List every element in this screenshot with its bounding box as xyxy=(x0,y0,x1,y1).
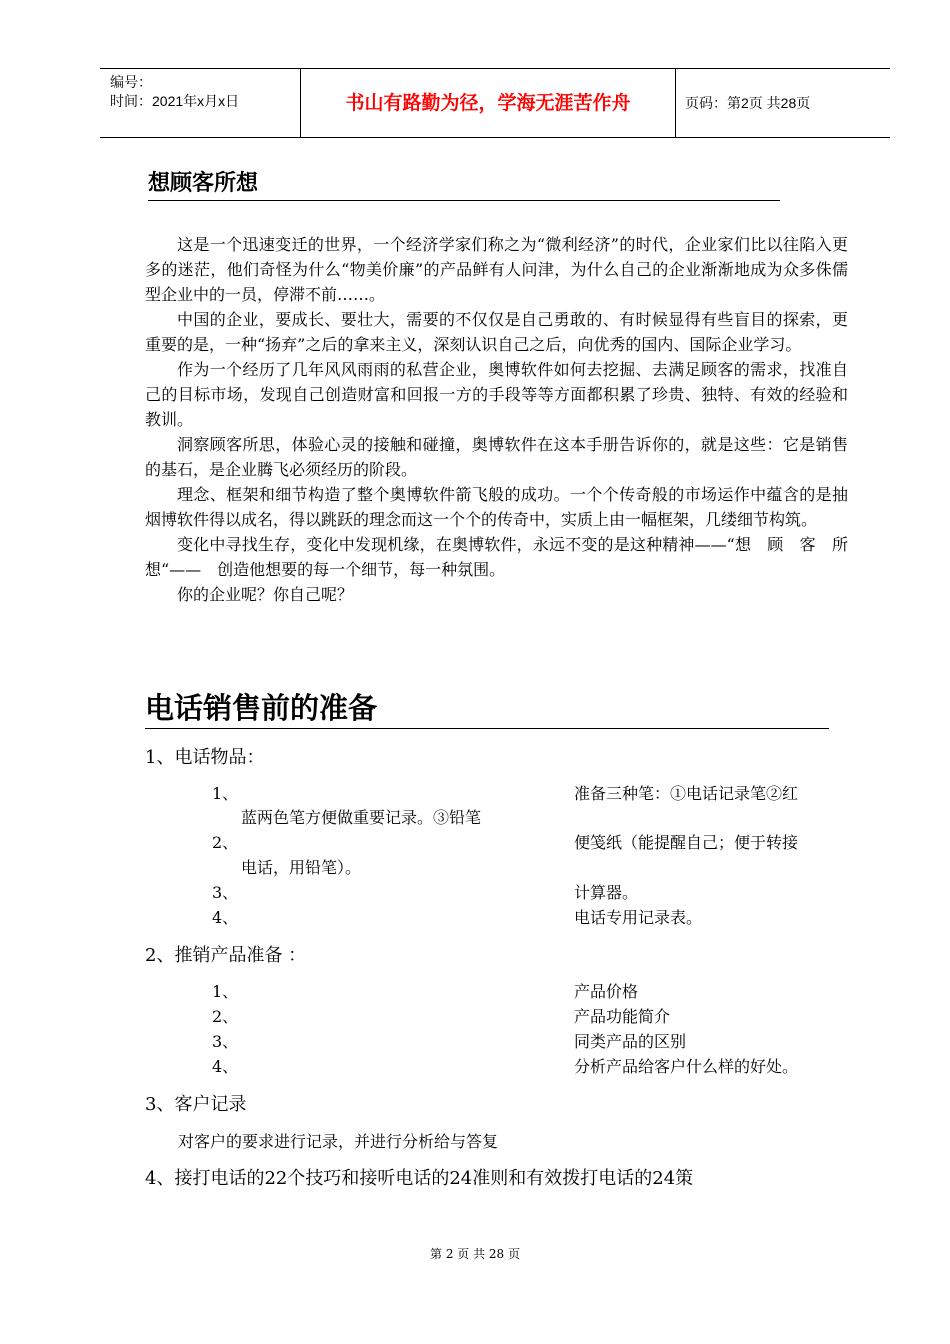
number-label: 编号： xyxy=(110,74,152,90)
list-item-text: 产品价格 xyxy=(574,982,639,1001)
header-motto: 书山有路勤为径，学海无涯苦作舟 xyxy=(345,92,631,114)
list-item-number: 3、 xyxy=(212,1032,239,1051)
list-item-text: 同类产品的区别 xyxy=(574,1032,687,1051)
header-motto-cell xyxy=(301,69,676,137)
paragraph: 洞察顾客所思，体验心灵的接触和碰撞，奥博软件在这本手册告诉你的，就是这些：它是销售的基石，是企业腾飞必须经历的阶段。 xyxy=(145,435,848,479)
list-item-number: 1、 xyxy=(212,982,239,1001)
paragraph: 变化中寻找生存，变化中发现机缘，在奥博软件，永远不变的是这种精神——“想 顾 客 所 想“—— 创造他想要的每一个细节，每一种氛围。 xyxy=(145,535,865,579)
list-item-number: 1、 xyxy=(212,784,239,803)
list-item-text: 分析产品给客户什么样的好处。 xyxy=(574,1057,799,1076)
list-item-text: 便笺纸（能提醒自己；便于转接 xyxy=(574,833,799,852)
list-item-number: 4、 xyxy=(212,1057,239,1076)
list-item-text: 准备三种笔：①电话记录笔②红 xyxy=(574,784,799,803)
section2-title: 电话销售前的准备 xyxy=(145,688,829,729)
sub1-heading: 1、电话物品： xyxy=(145,747,265,768)
list-item-text: 电话专用记录表。 xyxy=(574,908,703,927)
header-page-cell xyxy=(676,69,890,137)
page-header xyxy=(100,68,890,138)
paragraph: 理念、框架和细节构造了整个奥博软件箭飞般的成功。一个个传奇般的市场运作中蕴含的是抽烟博软件得以成名，得以跳跃的理念而这一个个的传奇中，实质上由一幅框架，几缕细节构筑。 xyxy=(145,485,848,529)
list-item-text: 计算器。 xyxy=(574,883,639,902)
sub4-heading: 4、接打电话的22个技巧和接听电话的24准则和有效拨打电话的24策 xyxy=(145,1168,694,1189)
header-page-info: 页码：第2页 共28页 xyxy=(685,95,811,111)
paragraph: 这是一个迅速变迁的世界，一个经济学家们称之为“微利经济”的时代，企业家们比以往陷入更多的迷茫，他们奇怪为什么“物美价廉”的产品鲜有人问津，为什么自己的企业渐渐地成为众多侏儒型企业中的一员，停滞不前……。 xyxy=(145,235,848,304)
time-label: 时间：2021年x月x日 xyxy=(110,93,240,109)
header-meta-cell xyxy=(100,69,301,137)
section1-body xyxy=(145,232,865,607)
sub2-heading: 2、推销产品准备 ： xyxy=(145,945,307,966)
sub3-heading: 3、客户记录 xyxy=(145,1094,247,1115)
sub3-note: 对客户的要求进行记录，并进行分析给与答复 xyxy=(178,1132,499,1151)
section1-title: 想顾客所想 xyxy=(148,168,780,201)
paragraph: 作为一个经历了几年风风雨雨的私营企业，奥博软件如何去挖掘、去满足顾客的需求，找准自己的目标市场，发现自己创造财富和回报一方的手段等等方面都积累了珍贵、独特、有效的经验和教训。 xyxy=(145,360,848,429)
list-item-number: 2、 xyxy=(212,1007,239,1026)
list-item-number: 3、 xyxy=(212,883,239,902)
paragraph: 你的企业呢？你自己呢？ xyxy=(177,585,354,604)
list-item-number: 4、 xyxy=(212,908,239,927)
page-footer: 第 2 页 共 28 页 xyxy=(430,1247,520,1261)
list-item-continuation: 蓝两色笔方便做重要记录。③铅笔 xyxy=(241,808,482,827)
list-item-text: 产品功能简介 xyxy=(574,1007,671,1026)
paragraph: 中国的企业，要成长、要壮大，需要的不仅仅是自己勇敢的、有时候显得有些盲目的探索，更重要的是，一种“扬弃”之后的拿来主义，深刻认识自己之后，向优秀的国内、国际企业学习。 xyxy=(145,310,848,354)
list-item-continuation: 电话，用铅笔）。 xyxy=(241,858,362,877)
list-item-number: 2、 xyxy=(212,833,239,852)
